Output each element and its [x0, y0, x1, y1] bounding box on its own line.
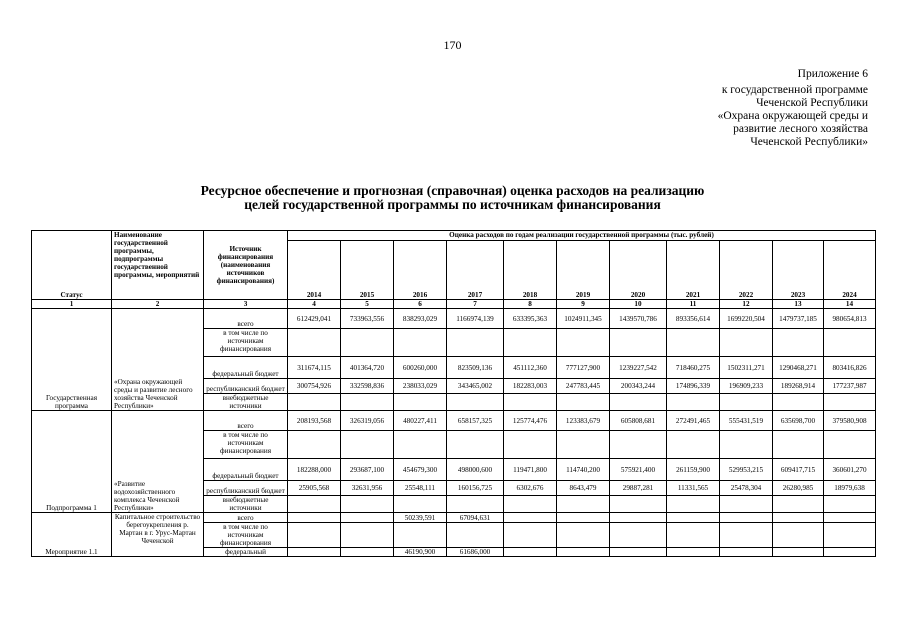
cell-value: 529953,215: [720, 459, 773, 481]
cell-value: 272491,465: [667, 411, 720, 431]
column-number: 7: [447, 300, 504, 309]
cell-value: [447, 496, 504, 513]
cell-value: 605808,681: [610, 411, 667, 431]
appendix-line-4: «Охрана окружающей среды и: [717, 110, 868, 122]
cell-value: 119471,800: [504, 459, 557, 481]
cell-value: 803416,826: [824, 357, 876, 379]
cell-value: 343465,002: [447, 379, 504, 394]
column-number: 8: [504, 300, 557, 309]
row-source-label: в том числе по источникам финансирования: [204, 523, 288, 548]
cell-value: 612429,041: [288, 309, 341, 329]
row-source-label: республиканский бюджет: [204, 379, 288, 394]
cell-value: [824, 496, 876, 513]
cell-value: 401364,720: [341, 357, 394, 379]
appendix-line-3: Чеченской Республики: [756, 97, 868, 109]
cell-value: [394, 329, 447, 357]
cell-value: [667, 329, 720, 357]
row-source-label: всего: [204, 309, 288, 329]
row-source-label: всего: [204, 513, 288, 523]
cell-value: [447, 329, 504, 357]
cell-value: 823509,136: [447, 357, 504, 379]
appendix-line-1: Приложение 6: [797, 68, 868, 80]
cell-value: 67094,631: [447, 513, 504, 523]
header-year: 2021: [667, 241, 720, 300]
cell-value: 480227,411: [394, 411, 447, 431]
cell-value: 1502311,271: [720, 357, 773, 379]
cell-value: [504, 431, 557, 459]
row-source-label: в том числе по источникам финансирования: [204, 329, 288, 357]
header-name: Наименование государственной программы, подпрограммы государственной программы, мероприятий: [112, 231, 204, 300]
resource-table: [31, 230, 876, 557]
cell-value: [288, 394, 341, 411]
cell-value: [824, 431, 876, 459]
cell-value: [288, 496, 341, 513]
cell-value: 18979,638: [824, 481, 876, 496]
cell-value: [773, 394, 824, 411]
row-program-name: «Охрана окружающей среды и развитие лесного хозяйства Чеченской Республики»: [112, 309, 204, 411]
column-number: 3: [204, 300, 288, 309]
cell-value: [557, 329, 610, 357]
cell-value: 451112,360: [504, 357, 557, 379]
cell-value: [341, 394, 394, 411]
cell-value: 454679,300: [394, 459, 447, 481]
cell-value: 718460,275: [667, 357, 720, 379]
cell-value: 311674,115: [288, 357, 341, 379]
cell-value: [504, 496, 557, 513]
cell-value: [557, 394, 610, 411]
cell-value: [504, 513, 557, 523]
cell-value: 1479737,185: [773, 309, 824, 329]
cell-value: 1166974,139: [447, 309, 504, 329]
cell-value: [667, 496, 720, 513]
row-source-label: республиканский бюджет: [204, 481, 288, 496]
cell-value: 8643,479: [557, 481, 610, 496]
column-number: 2: [112, 300, 204, 309]
cell-value: 61686,000: [447, 548, 504, 557]
cell-value: [394, 431, 447, 459]
page-number: 170: [443, 38, 462, 52]
cell-value: 177237,987: [824, 379, 876, 394]
cell-value: [394, 496, 447, 513]
cell-value: [824, 523, 876, 548]
cell-value: 238033,029: [394, 379, 447, 394]
cell-value: [447, 431, 504, 459]
appendix-line-2: к государственной программе: [721, 84, 868, 96]
cell-value: [341, 496, 394, 513]
cell-value: 46190,900: [394, 548, 447, 557]
cell-value: 6302,676: [504, 481, 557, 496]
header-year: 2015: [341, 241, 394, 300]
cell-value: [341, 431, 394, 459]
cell-value: [667, 431, 720, 459]
cell-value: [773, 513, 824, 523]
row-source-label: всего: [204, 411, 288, 431]
cell-value: 332598,836: [341, 379, 394, 394]
cell-value: 658157,325: [447, 411, 504, 431]
cell-value: [667, 394, 720, 411]
cell-value: [667, 513, 720, 523]
cell-value: 600260,000: [394, 357, 447, 379]
cell-value: 25548,111: [394, 481, 447, 496]
cell-value: 1699220,504: [720, 309, 773, 329]
cell-value: [557, 523, 610, 548]
cell-value: 733963,556: [341, 309, 394, 329]
cell-value: [394, 394, 447, 411]
cell-value: [341, 513, 394, 523]
header-year: 2024: [824, 241, 876, 300]
cell-value: [288, 513, 341, 523]
cell-value: [288, 523, 341, 548]
header-estimate: Оценка расходов по годам реализации государственной программы (тыс. рублей): [288, 231, 876, 241]
cell-value: [610, 329, 667, 357]
cell-value: [447, 523, 504, 548]
cell-value: [773, 496, 824, 513]
cell-value: [288, 329, 341, 357]
cell-value: [824, 329, 876, 357]
cell-value: 174896,339: [667, 379, 720, 394]
table-row: [32, 309, 876, 329]
cell-value: 555431,519: [720, 411, 773, 431]
cell-value: 25905,568: [288, 481, 341, 496]
row-source-label: в том числе по источникам финансирования: [204, 431, 288, 459]
header-year: 2014: [288, 241, 341, 300]
header-year: 2018: [504, 241, 557, 300]
cell-value: [341, 329, 394, 357]
cell-value: 293687,100: [341, 459, 394, 481]
cell-value: [504, 523, 557, 548]
cell-value: 11331,565: [667, 481, 720, 496]
cell-value: [557, 496, 610, 513]
cell-value: 777127,900: [557, 357, 610, 379]
header-year: 2020: [610, 241, 667, 300]
row-program-name: Капитальное строительство берегоукрепления р. Мартан в г. Урус-Мартан Чеченской: [112, 513, 204, 557]
column-number: 14: [824, 300, 876, 309]
cell-value: [504, 548, 557, 557]
cell-value: 123383,679: [557, 411, 610, 431]
cell-value: 609417,715: [773, 459, 824, 481]
cell-value: [720, 513, 773, 523]
row-source-label: федеральный бюджет: [204, 357, 288, 379]
cell-value: [773, 329, 824, 357]
row-source-label: внебюджетные источники: [204, 496, 288, 513]
cell-value: [667, 548, 720, 557]
cell-value: 247783,445: [557, 379, 610, 394]
cell-value: 26280,985: [773, 481, 824, 496]
cell-value: 1024911,345: [557, 309, 610, 329]
cell-value: 114740,200: [557, 459, 610, 481]
column-number: 11: [667, 300, 720, 309]
appendix-block: [718, 68, 868, 149]
cell-value: [610, 496, 667, 513]
cell-value: 633395,363: [504, 309, 557, 329]
cell-value: 125774,476: [504, 411, 557, 431]
cell-value: [504, 394, 557, 411]
cell-value: 360601,270: [824, 459, 876, 481]
cell-value: [773, 431, 824, 459]
cell-value: 182288,000: [288, 459, 341, 481]
cell-value: [720, 329, 773, 357]
table-row: [32, 411, 876, 431]
document-title: [0, 184, 905, 212]
cell-value: [610, 523, 667, 548]
cell-value: 893356,614: [667, 309, 720, 329]
cell-value: 326319,056: [341, 411, 394, 431]
cell-value: [557, 548, 610, 557]
column-number: 6: [394, 300, 447, 309]
cell-value: 200343,244: [610, 379, 667, 394]
cell-value: 25478,304: [720, 481, 773, 496]
column-number: 10: [610, 300, 667, 309]
cell-value: [720, 431, 773, 459]
cell-value: 189268,914: [773, 379, 824, 394]
title-line-1: Ресурсное обеспечение и прогнозная (справочная) оценка расходов на реализацию: [200, 183, 705, 198]
cell-value: 1239227,542: [610, 357, 667, 379]
cell-value: 160156,725: [447, 481, 504, 496]
row-source-label: внебюджетные источники: [204, 394, 288, 411]
cell-value: [288, 431, 341, 459]
header-year: 2019: [557, 241, 610, 300]
column-number: 13: [773, 300, 824, 309]
cell-value: [824, 513, 876, 523]
title-line-2: целей государственной программы по источникам финансирования: [244, 197, 661, 212]
cell-value: 261159,900: [667, 459, 720, 481]
column-number: 5: [341, 300, 394, 309]
cell-value: [720, 548, 773, 557]
row-source-label: федеральный: [204, 548, 288, 557]
cell-value: [504, 329, 557, 357]
cell-value: [610, 513, 667, 523]
cell-value: [720, 496, 773, 513]
row-status: Подпрограмма 1: [32, 411, 112, 513]
column-number: 1: [32, 300, 112, 309]
cell-value: [447, 394, 504, 411]
cell-value: [824, 548, 876, 557]
cell-value: [610, 548, 667, 557]
cell-value: [667, 523, 720, 548]
cell-value: 29887,281: [610, 481, 667, 496]
cell-value: [288, 548, 341, 557]
cell-value: 379580,908: [824, 411, 876, 431]
cell-value: [341, 548, 394, 557]
cell-value: [773, 548, 824, 557]
row-status: Мероприятие 1.1: [32, 513, 112, 557]
column-number: 4: [288, 300, 341, 309]
cell-value: 498000,600: [447, 459, 504, 481]
cell-value: 182283,003: [504, 379, 557, 394]
cell-value: 1290468,271: [773, 357, 824, 379]
column-number: 12: [720, 300, 773, 309]
cell-value: [610, 431, 667, 459]
row-status: Государственная программа: [32, 309, 112, 411]
column-number: 9: [557, 300, 610, 309]
cell-value: [557, 513, 610, 523]
cell-value: [720, 523, 773, 548]
cell-value: 50239,591: [394, 513, 447, 523]
cell-value: [773, 523, 824, 548]
header-year: 2023: [773, 241, 824, 300]
cell-value: 300754,926: [288, 379, 341, 394]
cell-value: [557, 431, 610, 459]
cell-value: 980654,813: [824, 309, 876, 329]
cell-value: [341, 523, 394, 548]
header-year: 2017: [447, 241, 504, 300]
table-row: [32, 513, 876, 523]
header-source: Источник финансирования (наименования источников финансирования): [204, 231, 288, 300]
cell-value: 838293,029: [394, 309, 447, 329]
cell-value: [610, 394, 667, 411]
header-status: Статус: [32, 231, 112, 300]
cell-value: 575921,400: [610, 459, 667, 481]
cell-value: 208193,568: [288, 411, 341, 431]
header-year: 2016: [394, 241, 447, 300]
header-year: 2022: [720, 241, 773, 300]
appendix-line-5: развитие лесного хозяйства: [733, 123, 868, 135]
cell-value: [394, 523, 447, 548]
row-source-label: федеральный бюджет: [204, 459, 288, 481]
cell-value: [824, 394, 876, 411]
cell-value: 32631,956: [341, 481, 394, 496]
cell-value: 635698,700: [773, 411, 824, 431]
appendix-line-6: Чеченской Республики»: [750, 136, 868, 148]
cell-value: 196909,233: [720, 379, 773, 394]
cell-value: 1439570,786: [610, 309, 667, 329]
cell-value: [720, 394, 773, 411]
row-program-name: «Развитие водохозяйственного комплекса Чеченской Республики»: [112, 411, 204, 513]
